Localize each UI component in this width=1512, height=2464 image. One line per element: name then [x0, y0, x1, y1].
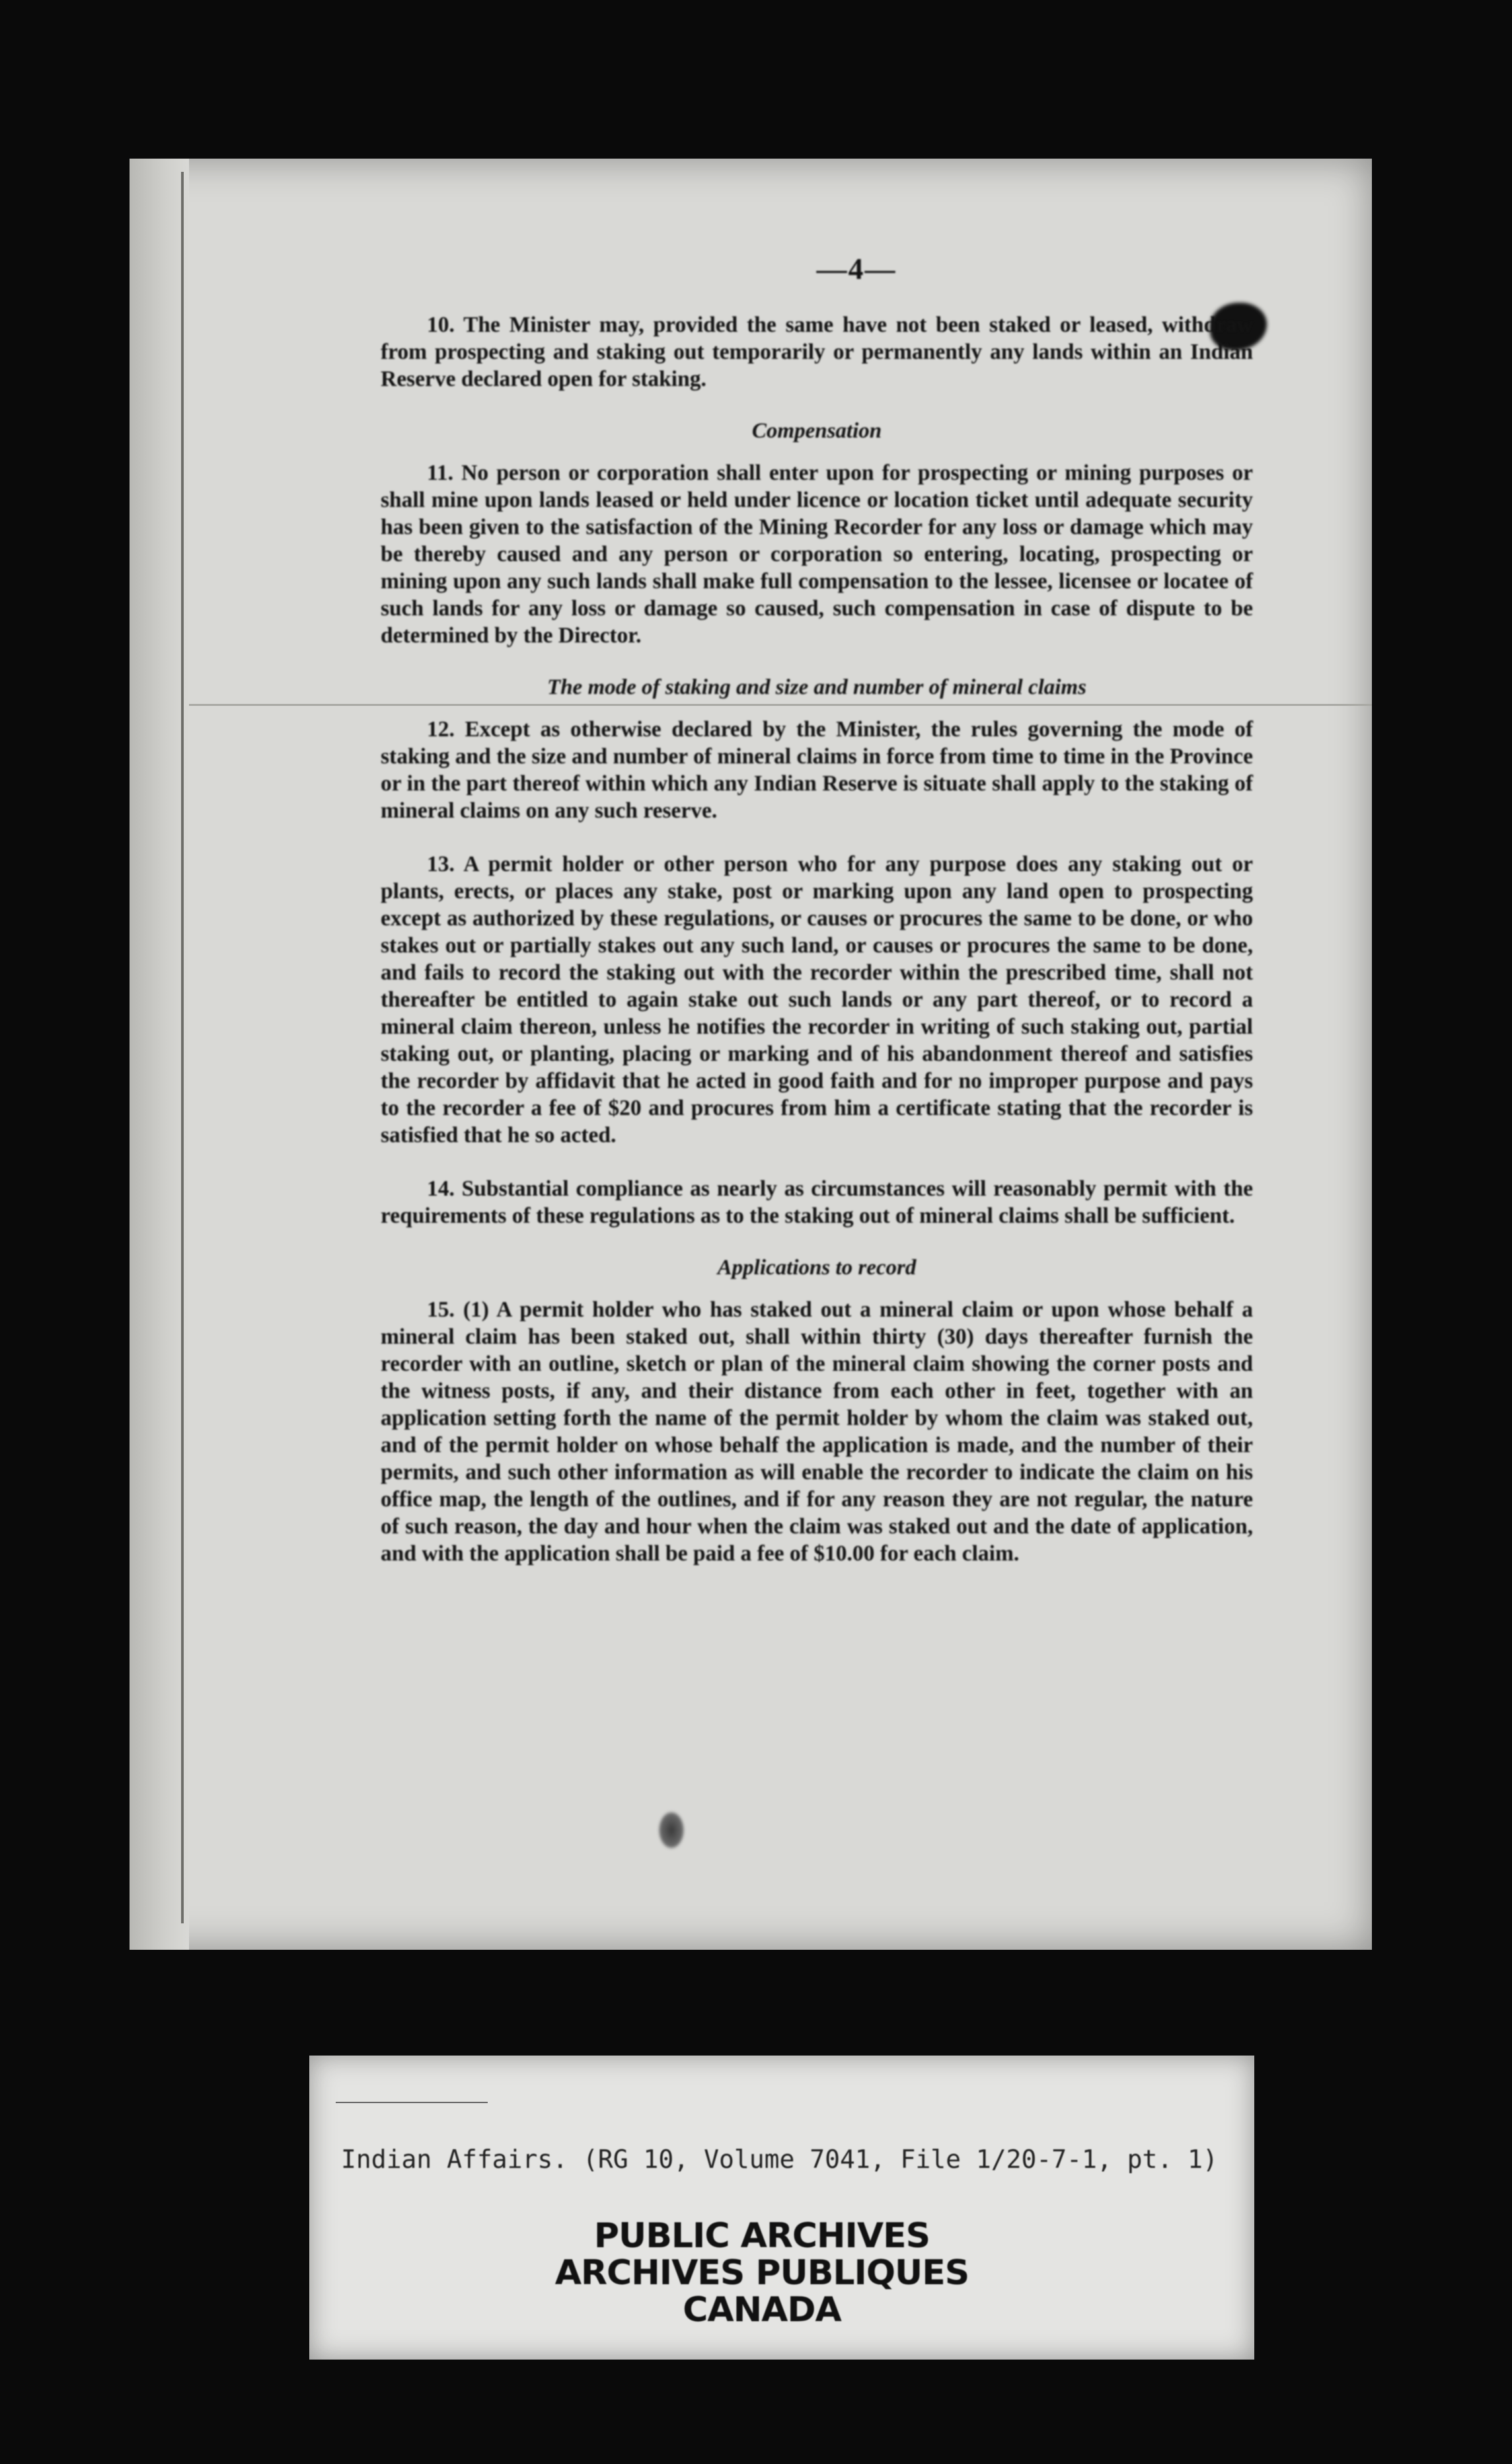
paragraph-15: 15. (1) A permit holder who has staked out a mineral claim or upon whose behalf a mineral claim has been staked out, shall within thirty (30) days thereafter furnish the recorder with an outline, sketch or plan of the mineral claim showing the corner posts and the witness posts, if any, and their distance from each other in feet, together with an application setting forth the name of the permit holder by whom the claim was staked out, and of the permit holder on whose behalf the application is made, and the number of their permits, and such other information as will enable the recorder to indicate the claim on his office map, the length of the outlines, and if for any reason they are not regular, the nature of such reason, the day and hour when the claim was staked out and the date of application, and with the application shall be paid a fee of $10.00 for each claim.: [381, 1297, 1253, 1566]
paragraph-14: 14. Substantial compliance as nearly as circumstances will reasonably permit with the requirements of these regulations as to the staking out of mineral claims shall be sufficient.: [381, 1176, 1253, 1228]
paragraph-13: 13. A permit holder or other person who for any purpose does any staking out or plants, erects, or places any stake, post or marking upon any land open to prospecting except as authorized by these regulations, or causes or procures the same to be done, or who stakes out or partially stakes out any such land, or causes or procures the same to be done, and fails to record the staking out with the recorder within the prescribed time, shall not thereafter be entitled to again stake out such lands or any part thereof, or to record a mineral claim thereon, unless he notifies the recorder in writing of such staking out, partial staking out, or planting, placing or marking and of his abandonment thereof and satisfies the recorder by affidavit that he acted in good faith and for no improper purpose and pays to the recorder a fee of $20 and procures from him a certificate stating that the recorder is satisfied that he so acted.: [381, 852, 1253, 1147]
page-edge-line: [181, 172, 184, 1923]
paragraph-10: 10. The Minister may, provided the same have not been staked or leased, withdraw from prospecting and staking out temporarily or permanently any lands within an Indian Reserve declared open for staking.: [381, 313, 1253, 391]
stamp-line-country: CANADA: [683, 2290, 841, 2330]
paragraph-12: 12. Except as otherwise declared by the Minister, the rules governing the mode of staking and the size and number of mineral claims in force from time to time in the Province or in the part thereof within which any Indian Reserve is situate shall apply to the staking of mineral claims on any such reserve.: [381, 717, 1253, 823]
stamp-line-french: ARCHIVES PUBLIQUES: [554, 2253, 969, 2293]
ink-mark: [658, 1811, 685, 1849]
document-page: [130, 159, 1372, 1950]
paragraph-11: 11. No person or corporation shall enter upon for prospecting or mining purposes or shall mine upon lands leased or held under licence or location ticket until adequate security has been given to the satisfaction of the Mining Recorder for any loss or damage which may be thereby caused and any person or corporation so entering, locating, prospecting or mining upon any such lands shall make full compensation to the lessee, licensee or locatee of such lands for any loss or damage so caused, such compensation in case of dispute to be determined by the Director.: [381, 461, 1253, 648]
archive-stamp: [534, 2217, 990, 2329]
page-left-edge: [130, 159, 189, 1950]
archive-citation: Indian Affairs. (RG 10, Volume 7041, File 1/20-7-1, pt. 1): [341, 2145, 1218, 2174]
page-content: [381, 251, 1253, 1594]
stamp-line-english: PUBLIC ARCHIVES: [593, 2216, 930, 2256]
heading-mode-of-staking: The mode of staking and size and number of mineral claims: [547, 675, 1086, 699]
page-number: —4—: [816, 252, 897, 286]
archive-label-card: [309, 2056, 1254, 2360]
heading-compensation: Compensation: [751, 419, 882, 443]
label-rule: [336, 2102, 488, 2103]
heading-applications-to-record: Applications to record: [717, 1256, 917, 1280]
